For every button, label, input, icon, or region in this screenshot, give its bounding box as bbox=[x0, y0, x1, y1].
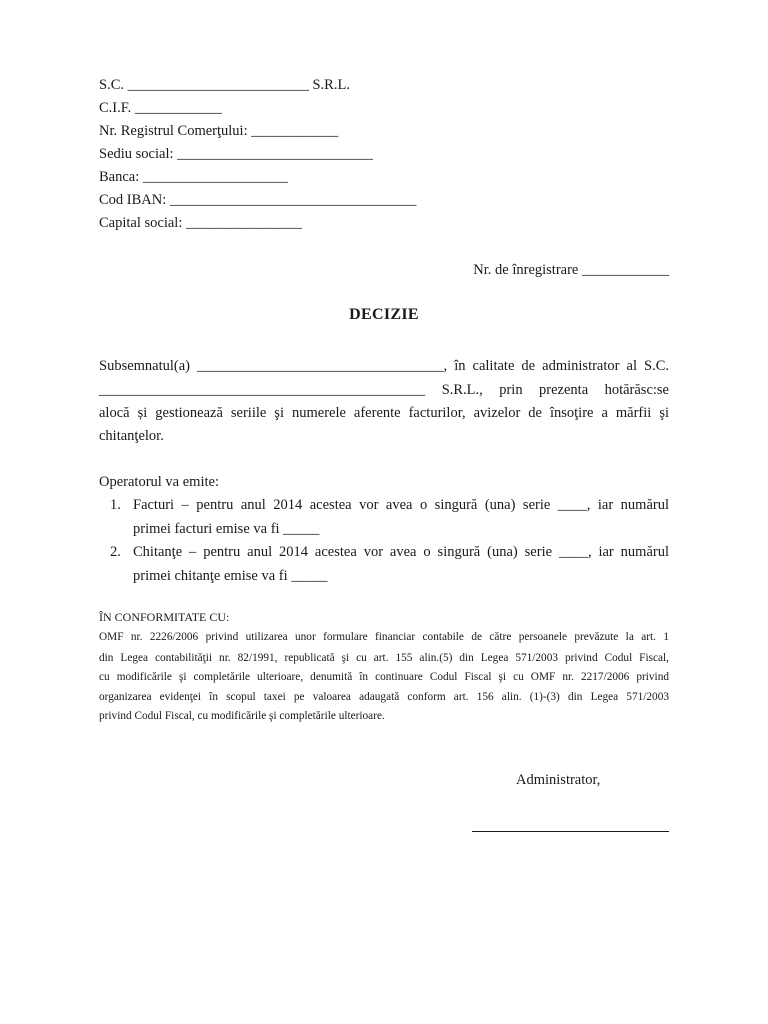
document-title: DECIZIE bbox=[349, 306, 419, 323]
registration-number: Nr. de înregistrare ____________ bbox=[473, 262, 669, 278]
operator-intro: Operatorul va emite: bbox=[99, 474, 219, 490]
paragraph-line-4: chitanţelor. bbox=[99, 428, 164, 444]
signature-label: Administrator, bbox=[516, 772, 601, 788]
paragraph-line-2: _____________________________________________ S.R.L., prin prezenta hotărăsc:se bbox=[99, 382, 669, 398]
list-item-number: 1. bbox=[110, 497, 121, 513]
conformity-line-1: OMF nr. 2226/2006 privind utilizarea unor formulare financiar contabile de către persoanele prevăzute la art. 1 bbox=[99, 631, 669, 643]
cif-line: C.I.F. ____________ bbox=[99, 100, 222, 116]
conformity-line-4: organizarea evidenţei în scopul taxei pe valoarea adaugată conform art. 156 alin. (1)-(3) din Legea 571/2003 bbox=[99, 691, 669, 703]
conformity-line-5: privind Codul Fiscal, cu modificările şi completările ulterioare. bbox=[99, 710, 385, 722]
conformity-line-3: cu modificările şi completările ulterioare, denumită în continuare Codul Fiscal şi cu OMF nr. 2217/2006 privind bbox=[99, 671, 669, 683]
paragraph-line-1: Subsemnatul(a) __________________________________, în calitate de administrator al S.C. bbox=[99, 358, 669, 374]
paragraph-line-3: alocă și gestionează seriile şi numerele aferente facturilor, avizelor de însoţire a mărfii şi bbox=[99, 405, 669, 421]
list-item-invoices-line-1: Facturi – pentru anul 2014 acestea vor avea o singură (una) serie ____, iar numărul bbox=[133, 497, 669, 513]
share-capital-line: Capital social: ________________ bbox=[99, 215, 302, 231]
list-item-invoices-line-2: primei facturi emise va fi _____ bbox=[133, 521, 320, 537]
list-item-number: 2. bbox=[110, 544, 121, 560]
list-item-receipts-line-2: primei chitanţe emise va fi _____ bbox=[133, 568, 328, 584]
conformity-line-2: din Legea contabilităţii nr. 82/1991, republicată şi cu art. 155 alin.(5) din Legea 571/2003 privind Codul Fiscal, bbox=[99, 652, 669, 664]
bank-line: Banca: ____________________ bbox=[99, 169, 288, 185]
list-item-receipts-line-1: Chitanţe – pentru anul 2014 acestea vor avea o singură (una) serie ____, iar numărul bbox=[133, 544, 669, 560]
registered-office-line: Sediu social: ___________________________ bbox=[99, 146, 373, 162]
signature-line bbox=[472, 831, 669, 832]
company-name-line: S.C. _________________________ S.R.L. bbox=[99, 77, 350, 93]
trade-register-line: Nr. Registrul Comerţului: ____________ bbox=[99, 123, 339, 139]
conformity-title: ÎN CONFORMITATE CU: bbox=[99, 610, 230, 624]
iban-line: Cod IBAN: __________________________________ bbox=[99, 192, 417, 208]
